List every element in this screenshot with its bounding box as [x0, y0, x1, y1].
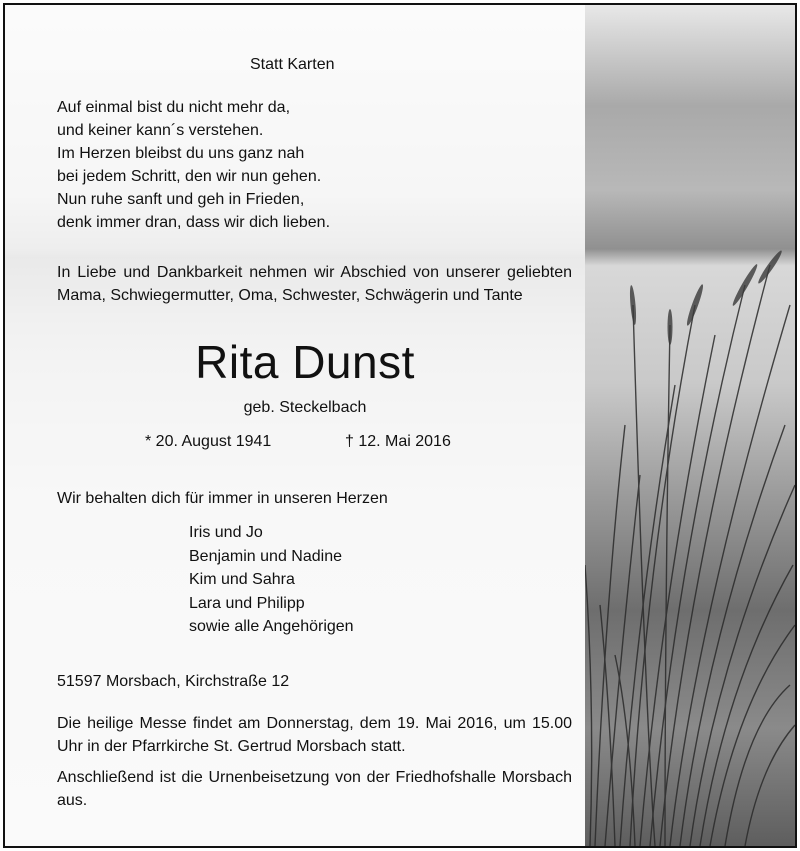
mourners-list	[189, 521, 354, 639]
mass-info: Die heilige Messe findet am Donnerstag, dem 19. Mai 2016, um 15.00 Uhr in der Pfarrkirche St. Gertrud Morsbach statt.	[57, 715, 572, 755]
farewell-text: Wir behalten dich für immer in unseren Herzen	[57, 490, 388, 507]
mourner: Kim und Sahra	[189, 571, 295, 588]
mourner: Lara und Philipp	[189, 594, 305, 612]
poem-line: bei jedem Schritt, den wir nun gehen.	[57, 168, 322, 185]
poem-line: Nun ruhe sanft und geh in Frieden,	[57, 191, 305, 208]
mourner: Iris und Jo	[189, 524, 263, 541]
birth-date: * 20. August 1941	[145, 433, 272, 450]
header: Statt Karten	[250, 56, 335, 73]
grass-illustration	[585, 5, 795, 846]
intro-text: In Liebe und Dankbarkeit nehmen wir Abschied von unserer geliebten Mama, Schwiegermutter, Oma, Schwester, Schwägerin und Tante	[57, 264, 572, 304]
address: 51597 Morsbach, Kirchstraße 12	[57, 673, 290, 690]
poem-line: denk immer dran, dass wir dich lieben.	[57, 214, 331, 231]
mourner: Benjamin und Nadine	[189, 547, 342, 565]
poem-line: und keiner kann´s verstehen.	[57, 122, 264, 139]
poem	[57, 96, 330, 234]
obituary-notice	[3, 3, 797, 848]
urn-burial-info: Anschließend ist die Urnenbeisetzung von der Friedhofshalle Morsbach aus.	[57, 769, 572, 809]
mourner: sowie alle Angehörigen	[189, 618, 354, 635]
deceased-name: Rita Dunst	[195, 336, 415, 388]
dune-grass-photo	[585, 5, 795, 846]
maiden-name: geb. Steckelbach	[243, 399, 367, 416]
death-date: † 12. Mai 2016	[345, 433, 451, 450]
poem-line: Auf einmal bist du nicht mehr da,	[57, 99, 291, 116]
poem-line: Im Herzen bleibst du uns ganz nah	[57, 145, 305, 162]
